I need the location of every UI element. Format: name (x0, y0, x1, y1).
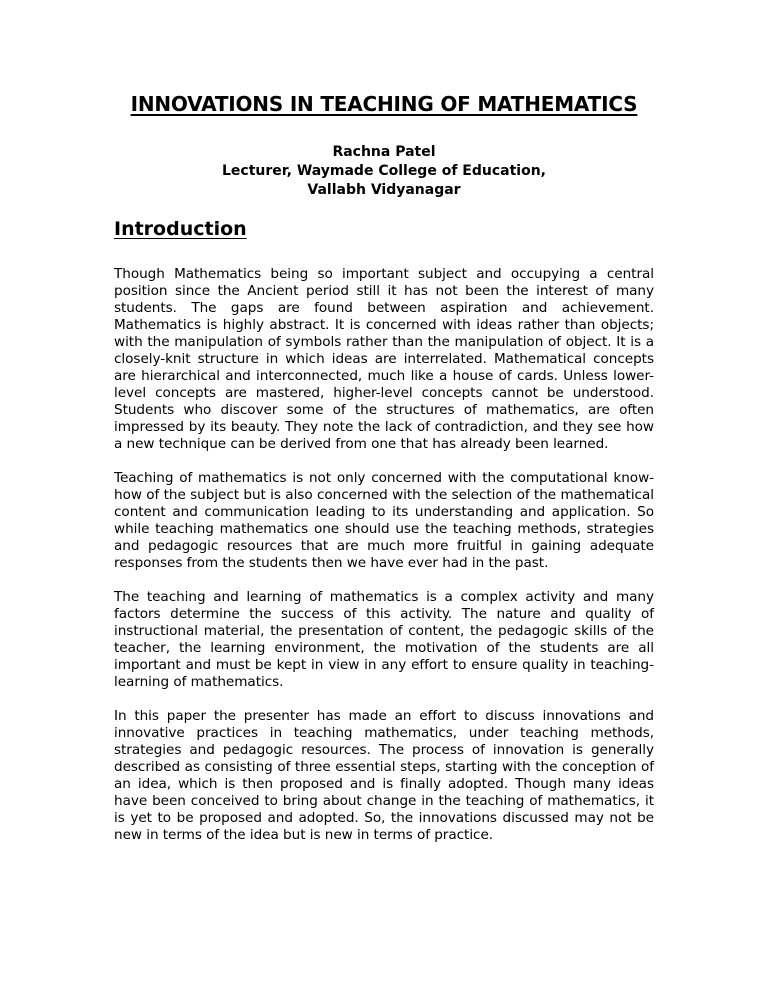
paragraph: In this paper the presenter has made an effort to discuss innovations and innovative practices in teaching mathematics, under teaching methods, strategies and pedagogic resources. The process of innovation is generally described as consisting of three essential steps, starting with the conception of an idea, which is then proposed and is finally adopted. Though many ideas have been conceived to bring about change in the teaching of mathematics, it is yet to be proposed and adopted. So, the innovations discussed may not be new in terms of the idea but is new in terms of practice. (114, 708, 654, 843)
document-title: INNOVATIONS IN TEACHING OF MATHEMATICS (130, 92, 638, 116)
author-affiliation: Lecturer, Waymade College of Education, (222, 163, 546, 179)
author-byline (0, 143, 768, 200)
body-text (114, 266, 654, 861)
paragraph: Teaching of mathematics is not only concerned with the computational know-how of the subject but is also concerned with the selection of the mathematical content and communication leading to its understanding and application. So while teaching mathematics one should use the teaching methods, strategies and pedagogic resources that are much more fruitful in gaining adequate responses from the students then we have ever had in the past. (114, 470, 654, 571)
author-name: Rachna Patel (332, 144, 436, 160)
author-location: Vallabh Vidyanagar (307, 182, 461, 198)
paragraph: The teaching and learning of mathematics is a complex activity and many factors determine the success of this activity. The nature and quality of instructional material, the presentation of content, the pedagogic skills of the teacher, the learning environment, the motivation of the students are all important and must be kept in view in any effort to ensure quality in teaching-learning of mathematics. (114, 589, 654, 690)
paragraph: Though Mathematics being so important subject and occupying a central position since the Ancient period still it has not been the interest of many students. The gaps are found between aspiration and achievement. Mathematics is highly abstract. It is concerned with ideas rather than objects; with the manipulation of symbols rather than the manipulation of object. It is a closely-knit structure in which ideas are interrelated. Mathematical concepts are hierarchical and interconnected, much like a house of cards. Unless lower-level concepts are mastered, higher-level concepts cannot be understood. Students who discover some of the structures of mathematics, are often impressed by its beauty. They note the lack of contradiction, and they see how a new technique can be derived from one that has already been learned. (114, 266, 654, 452)
section-heading-introduction: Introduction (114, 218, 247, 240)
